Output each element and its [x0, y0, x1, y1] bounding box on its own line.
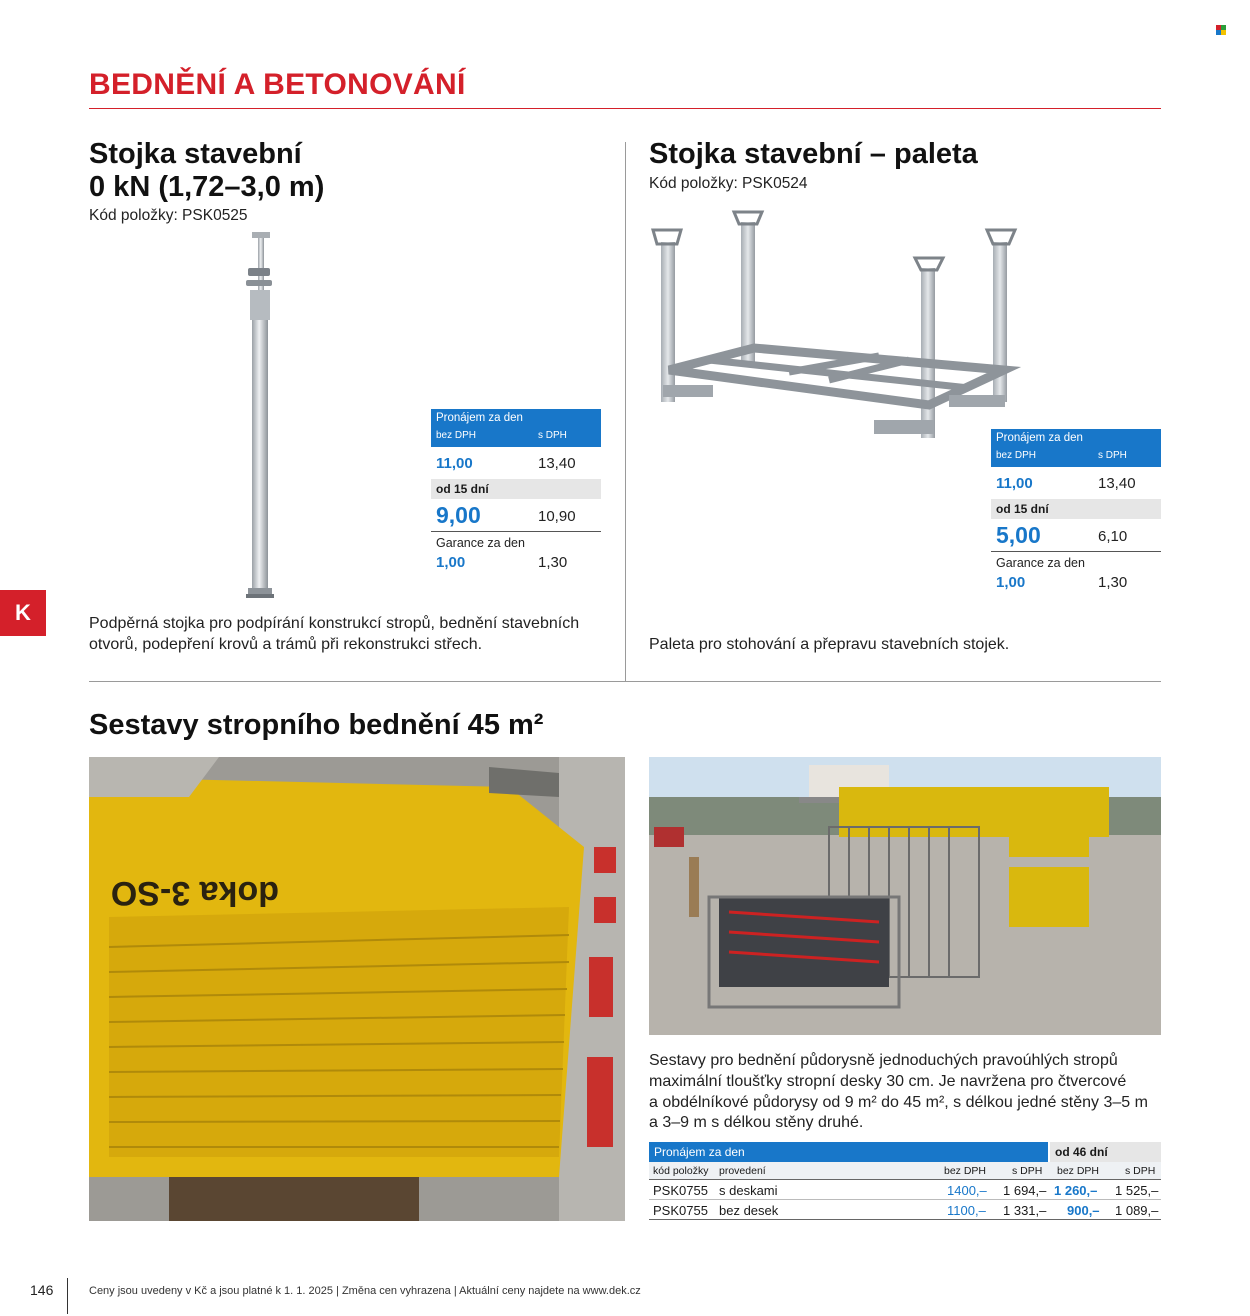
table-subheader-row [649, 1162, 1161, 1180]
product3-description-line3: a obdélníkové půdorysy od 9 m² do 45 m², s délkou jedné stěny 3–5 m [649, 1094, 1148, 1111]
col-with-vat-discount: s DPH [1125, 1165, 1156, 1177]
guarantee-price-vat: 1,30 [1098, 574, 1128, 591]
guarantee-label: Garance za den [436, 536, 525, 550]
product2-code: Kód položky: PSK0524 [649, 175, 808, 192]
table-header-row [649, 1142, 1161, 1162]
guarantee-label: Garance za den [996, 556, 1085, 570]
price-header [431, 409, 601, 447]
base-price-vat: 13,40 [1098, 475, 1136, 492]
table-header-discount: od 46 dní [1050, 1142, 1161, 1162]
product3-description-line1: Sestavy pro bednění půdorysně jednoduchých pravoúhlých stropů [649, 1052, 1118, 1069]
section-divider [89, 681, 1161, 682]
col-without-vat: bez DPH [436, 430, 477, 441]
product1-description-line2: otvorů, podepření krovů a trámů při rekonstrukci střech. [89, 636, 483, 653]
col-with-vat: s DPH [1098, 450, 1127, 461]
discount-price: 9,00 [436, 502, 481, 528]
row-variant: s deskami [719, 1183, 778, 1198]
section-title: BEDNĚNÍ A BETONOVÁNÍ [89, 68, 466, 101]
row-discount-price-vat: 1 089,– [1115, 1203, 1159, 1218]
base-price-vat: 13,40 [538, 455, 576, 472]
row-price: 1400,– [947, 1183, 987, 1198]
product1-description-line1: Podpěrná stojka pro podpírání konstrukcí stropů, bednění stavebních [89, 615, 580, 632]
discount-label: od 15 dní [991, 499, 1161, 519]
formwork-boards-photo [89, 757, 625, 1221]
product1-code: Kód položky: PSK0525 [89, 207, 248, 224]
row-price: 1100,– [947, 1203, 986, 1218]
price-header-label: Pronájem za den [436, 412, 523, 424]
product2-title: Stojka stavební – paleta [649, 138, 978, 170]
price-header [991, 429, 1161, 467]
base-price: 11,00 [436, 455, 473, 472]
product3-description-line4: a 3–9 m s délkou stěny druhé. [649, 1114, 864, 1131]
row-discount-price: 900,– [1067, 1203, 1100, 1218]
table-row [649, 1200, 1161, 1220]
product3-description-line2: maximální tloušťky stropní desky 30 cm. Je navržena pro čtvercové [649, 1073, 1127, 1090]
title-divider [89, 108, 1161, 109]
column-divider [625, 142, 626, 682]
product1-title-line1: Stojka stavební [89, 138, 302, 170]
guarantee-price-vat: 1,30 [538, 554, 568, 571]
page-number: 146 [30, 1282, 54, 1298]
boards-illustration [89, 757, 625, 1221]
discount-price-vat: 6,10 [1098, 528, 1128, 545]
col-without-vat: bez DPH [996, 450, 1037, 461]
col-without-vat: bez DPH [944, 1165, 987, 1177]
guarantee-price: 1,00 [436, 554, 466, 571]
row-price-vat: 1 694,– [1003, 1183, 1047, 1198]
price-header-label: Pronájem za den [996, 432, 1083, 444]
col-with-vat: s DPH [1012, 1165, 1043, 1177]
row-discount-price-vat: 1 525,– [1115, 1183, 1159, 1198]
row-price-vat: 1 331,– [1003, 1203, 1047, 1218]
pallet-image [649, 200, 1029, 445]
board-print-text: doka 3-SO [110, 874, 279, 912]
sets-illustration [649, 757, 1161, 1035]
brand-mark-icon [1216, 25, 1226, 35]
discount-price: 5,00 [996, 522, 1041, 548]
col-code: kód položky [653, 1165, 709, 1177]
building-prop-image [236, 232, 276, 600]
col-without-vat-discount: bez DPH [1057, 1165, 1100, 1177]
row-discount-price: 1 260,– [1054, 1183, 1098, 1198]
table-row [649, 1180, 1161, 1200]
discount-label: od 15 dní [431, 479, 601, 499]
product1-title-line2: 0 kN (1,72–3,0 m) [89, 171, 325, 203]
col-variant: provedení [719, 1165, 766, 1177]
row-variant: bez desek [719, 1203, 779, 1218]
discount-price-vat: 10,90 [538, 508, 576, 525]
guarantee-price: 1,00 [996, 574, 1026, 591]
product3-title: Sestavy stropního bednění 45 m² [89, 709, 544, 741]
product2-description: Paleta pro stohování a přepravu stavebních stojek. [649, 636, 1010, 653]
chapter-tab[interactable]: K [0, 590, 46, 636]
formwork-sets-price-table [649, 1142, 1161, 1220]
formwork-sets-photo [649, 757, 1161, 1035]
product2-price-box [991, 429, 1161, 594]
base-price: 11,00 [996, 475, 1033, 492]
table-header-rent: Pronájem za den [649, 1142, 1048, 1162]
product1-price-box [431, 409, 601, 574]
footer-note: Ceny jsou uvedeny v Kč a jsou platné k 1. 1. 2025 | Změna cen vyhrazena | Aktuální ceny najdete na www.dek.cz [89, 1285, 641, 1297]
footer-divider [67, 1278, 68, 1314]
row-code: PSK0755 [653, 1203, 708, 1218]
row-code: PSK0755 [653, 1183, 708, 1198]
col-with-vat: s DPH [538, 430, 567, 441]
